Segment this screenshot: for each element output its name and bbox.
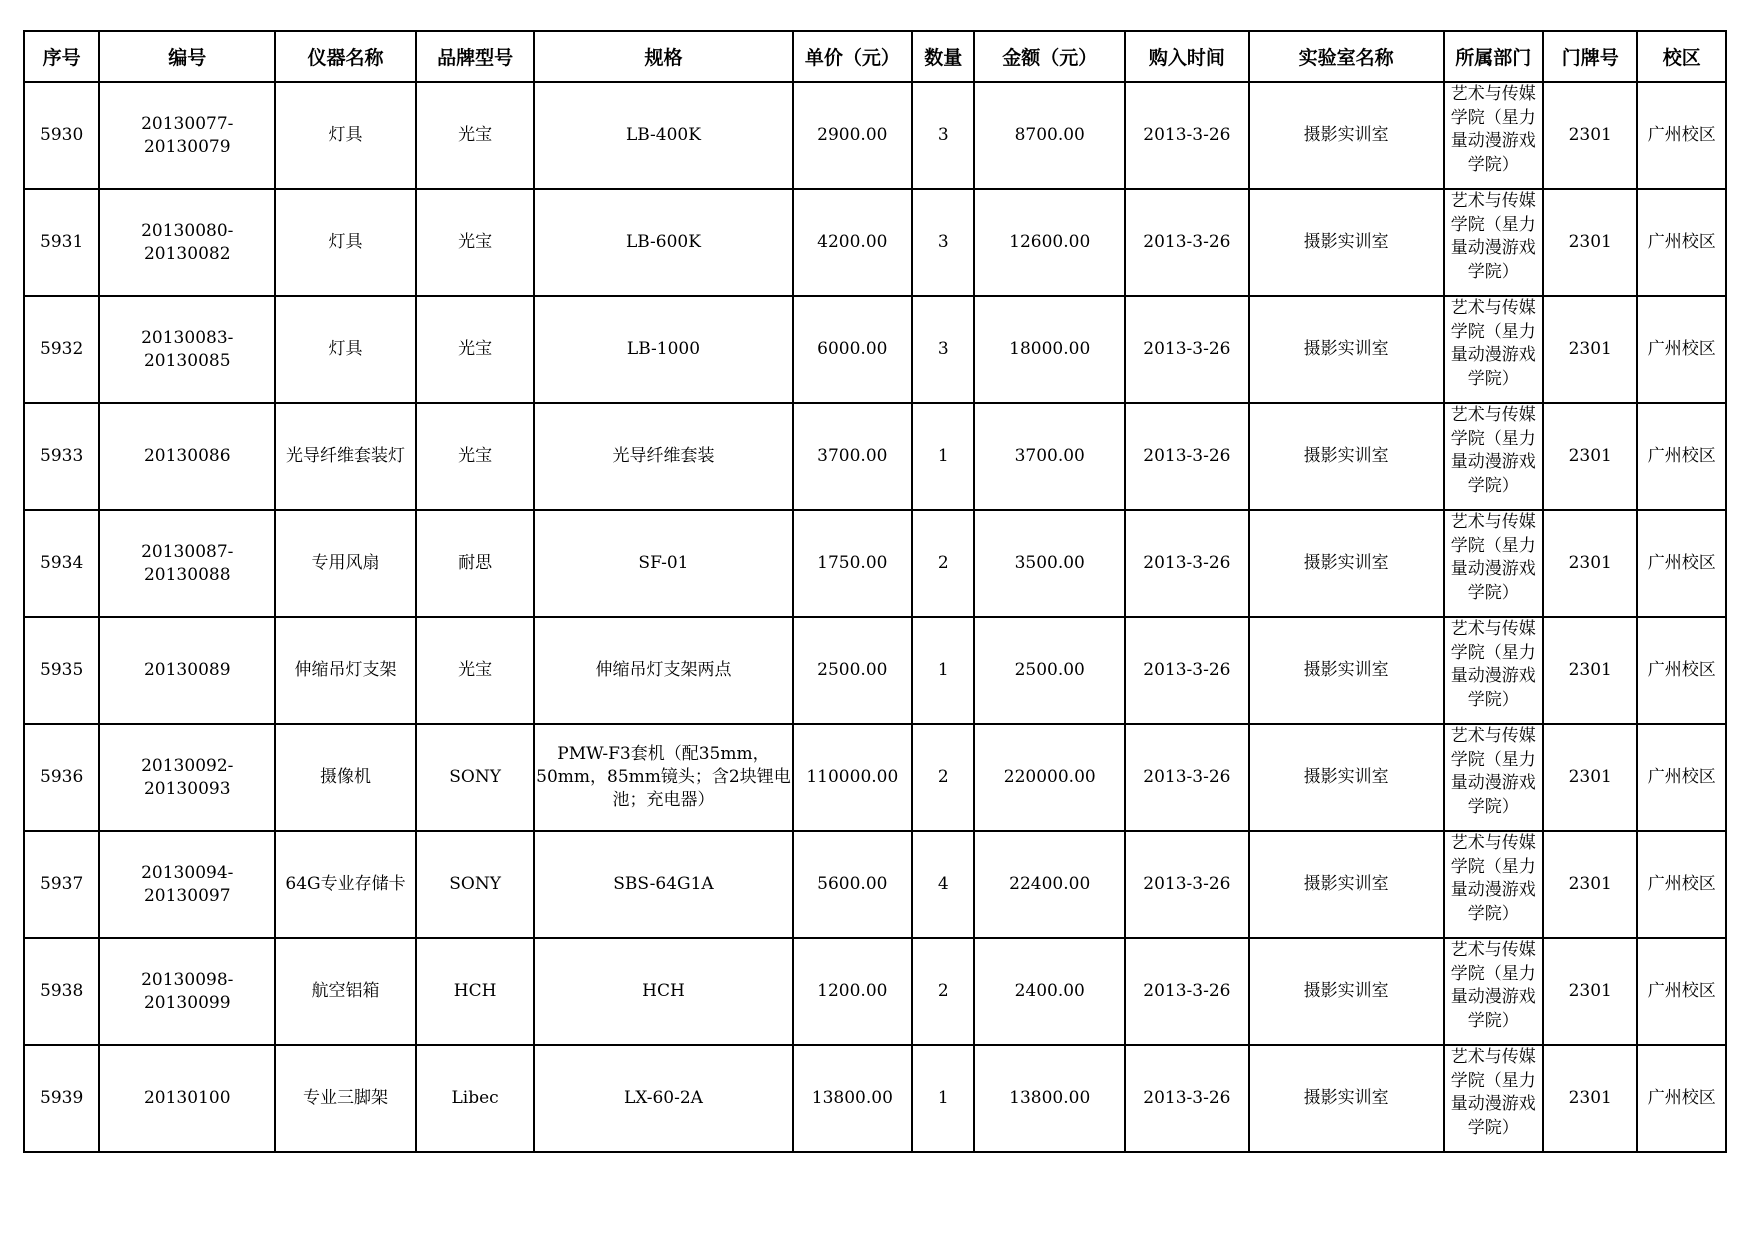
cell-brand-model: 光宝 bbox=[416, 189, 535, 296]
cell-lab-name: 摄影实训室 bbox=[1249, 938, 1444, 1045]
table-row bbox=[24, 724, 1726, 831]
cell-asset-number: 20130092-20130093 bbox=[99, 724, 275, 831]
department-text: 艺术与传媒学院（星力量动漫游戏学院） bbox=[1450, 833, 1536, 924]
cell-amount: 22400.00 bbox=[974, 831, 1125, 938]
cell-purchase-date: 2013-3-26 bbox=[1125, 189, 1249, 296]
department-text: 艺术与传媒学院（星力量动漫游戏学院） bbox=[1450, 1047, 1536, 1138]
cell-asset-number: 20130098-20130099 bbox=[99, 938, 275, 1045]
cell-serial: 5938 bbox=[24, 938, 99, 1045]
cell-unit-price: 6000.00 bbox=[793, 296, 913, 403]
col-header-lab-name: 实验室名称 bbox=[1249, 31, 1444, 82]
cell-campus: 广州校区 bbox=[1637, 1045, 1726, 1152]
cell-room-number: 2301 bbox=[1543, 1045, 1637, 1152]
cell-quantity: 4 bbox=[912, 831, 974, 938]
department-text: 艺术与传媒学院（星力量动漫游戏学院） bbox=[1450, 191, 1536, 282]
cell-specification: LB-1000 bbox=[534, 296, 792, 403]
cell-campus: 广州校区 bbox=[1637, 510, 1726, 617]
cell-purchase-date: 2013-3-26 bbox=[1125, 938, 1249, 1045]
cell-instrument-name: 摄像机 bbox=[275, 724, 416, 831]
cell-instrument-name: 64G专业存储卡 bbox=[275, 831, 416, 938]
cell-campus: 广州校区 bbox=[1637, 82, 1726, 189]
cell-amount: 13800.00 bbox=[974, 1045, 1125, 1152]
table-row bbox=[24, 82, 1726, 189]
cell-quantity: 2 bbox=[912, 724, 974, 831]
cell-brand-model: SONY bbox=[416, 831, 535, 938]
cell-purchase-date: 2013-3-26 bbox=[1125, 617, 1249, 724]
cell-instrument-name: 专用风扇 bbox=[275, 510, 416, 617]
cell-unit-price: 1200.00 bbox=[793, 938, 913, 1045]
cell-brand-model: SONY bbox=[416, 724, 535, 831]
table-body bbox=[24, 82, 1726, 1152]
cell-room-number: 2301 bbox=[1543, 724, 1637, 831]
cell-purchase-date: 2013-3-26 bbox=[1125, 831, 1249, 938]
cell-amount: 8700.00 bbox=[974, 82, 1125, 189]
cell-department bbox=[1444, 82, 1543, 189]
cell-specification: SF-01 bbox=[534, 510, 792, 617]
department-text: 艺术与传媒学院（星力量动漫游戏学院） bbox=[1450, 84, 1536, 175]
cell-asset-number: 20130083-20130085 bbox=[99, 296, 275, 403]
cell-purchase-date: 2013-3-26 bbox=[1125, 403, 1249, 510]
cell-brand-model: 光宝 bbox=[416, 403, 535, 510]
cell-room-number: 2301 bbox=[1543, 403, 1637, 510]
cell-specification: 伸缩吊灯支架两点 bbox=[534, 617, 792, 724]
cell-quantity: 1 bbox=[912, 403, 974, 510]
col-header-purchase-date: 购入时间 bbox=[1125, 31, 1249, 82]
cell-specification: 光导纤维套装 bbox=[534, 403, 792, 510]
cell-unit-price: 2900.00 bbox=[793, 82, 913, 189]
cell-specification: LB-400K bbox=[534, 82, 792, 189]
cell-unit-price: 13800.00 bbox=[793, 1045, 913, 1152]
cell-instrument-name: 光导纤维套装灯 bbox=[275, 403, 416, 510]
cell-department bbox=[1444, 831, 1543, 938]
cell-purchase-date: 2013-3-26 bbox=[1125, 1045, 1249, 1152]
table-row bbox=[24, 296, 1726, 403]
col-header-department: 所属部门 bbox=[1444, 31, 1543, 82]
cell-brand-model: 光宝 bbox=[416, 296, 535, 403]
table-header bbox=[24, 31, 1726, 82]
cell-asset-number: 20130089 bbox=[99, 617, 275, 724]
cell-department bbox=[1444, 617, 1543, 724]
cell-campus: 广州校区 bbox=[1637, 617, 1726, 724]
cell-serial: 5931 bbox=[24, 189, 99, 296]
cell-room-number: 2301 bbox=[1543, 617, 1637, 724]
cell-serial: 5935 bbox=[24, 617, 99, 724]
cell-asset-number: 20130087-20130088 bbox=[99, 510, 275, 617]
col-header-room-number: 门牌号 bbox=[1543, 31, 1637, 82]
cell-quantity: 1 bbox=[912, 1045, 974, 1152]
cell-serial: 5930 bbox=[24, 82, 99, 189]
cell-department bbox=[1444, 403, 1543, 510]
cell-amount: 3500.00 bbox=[974, 510, 1125, 617]
cell-department bbox=[1444, 296, 1543, 403]
cell-purchase-date: 2013-3-26 bbox=[1125, 510, 1249, 617]
table-row bbox=[24, 938, 1726, 1045]
department-text: 艺术与传媒学院（星力量动漫游戏学院） bbox=[1450, 405, 1536, 496]
equipment-table bbox=[23, 30, 1727, 1153]
cell-quantity: 1 bbox=[912, 617, 974, 724]
cell-unit-price: 3700.00 bbox=[793, 403, 913, 510]
cell-room-number: 2301 bbox=[1543, 189, 1637, 296]
cell-specification: HCH bbox=[534, 938, 792, 1045]
cell-purchase-date: 2013-3-26 bbox=[1125, 724, 1249, 831]
cell-quantity: 3 bbox=[912, 296, 974, 403]
col-header-brand-model: 品牌型号 bbox=[416, 31, 535, 82]
col-header-instrument-name: 仪器名称 bbox=[275, 31, 416, 82]
cell-instrument-name: 灯具 bbox=[275, 296, 416, 403]
col-header-serial: 序号 bbox=[24, 31, 99, 82]
table-row bbox=[24, 617, 1726, 724]
cell-asset-number: 20130086 bbox=[99, 403, 275, 510]
cell-campus: 广州校区 bbox=[1637, 296, 1726, 403]
table-row bbox=[24, 510, 1726, 617]
cell-specification: SBS-64G1A bbox=[534, 831, 792, 938]
cell-lab-name: 摄影实训室 bbox=[1249, 403, 1444, 510]
cell-serial: 5939 bbox=[24, 1045, 99, 1152]
table-row bbox=[24, 189, 1726, 296]
cell-amount: 18000.00 bbox=[974, 296, 1125, 403]
cell-lab-name: 摄影实训室 bbox=[1249, 617, 1444, 724]
inventory-sheet bbox=[23, 30, 1727, 1153]
cell-campus: 广州校区 bbox=[1637, 189, 1726, 296]
col-header-unit-price: 单价（元） bbox=[793, 31, 913, 82]
cell-serial: 5934 bbox=[24, 510, 99, 617]
cell-department bbox=[1444, 189, 1543, 296]
cell-amount: 2400.00 bbox=[974, 938, 1125, 1045]
cell-department bbox=[1444, 510, 1543, 617]
cell-serial: 5933 bbox=[24, 403, 99, 510]
cell-serial: 5936 bbox=[24, 724, 99, 831]
cell-unit-price: 2500.00 bbox=[793, 617, 913, 724]
table-row bbox=[24, 1045, 1726, 1152]
department-text: 艺术与传媒学院（星力量动漫游戏学院） bbox=[1450, 619, 1536, 710]
cell-purchase-date: 2013-3-26 bbox=[1125, 82, 1249, 189]
col-header-campus: 校区 bbox=[1637, 31, 1726, 82]
cell-lab-name: 摄影实训室 bbox=[1249, 510, 1444, 617]
cell-specification: LX-60-2A bbox=[534, 1045, 792, 1152]
cell-brand-model: HCH bbox=[416, 938, 535, 1045]
cell-asset-number: 20130080-20130082 bbox=[99, 189, 275, 296]
cell-brand-model: 耐思 bbox=[416, 510, 535, 617]
cell-instrument-name: 伸缩吊灯支架 bbox=[275, 617, 416, 724]
cell-specification: PMW-F3套机（配35mm，50mm，85mm镜头；含2块锂电池；充电器） bbox=[534, 724, 792, 831]
cell-unit-price: 110000.00 bbox=[793, 724, 913, 831]
table-row bbox=[24, 831, 1726, 938]
cell-amount: 2500.00 bbox=[974, 617, 1125, 724]
cell-campus: 广州校区 bbox=[1637, 938, 1726, 1045]
cell-unit-price: 4200.00 bbox=[793, 189, 913, 296]
cell-room-number: 2301 bbox=[1543, 296, 1637, 403]
cell-lab-name: 摄影实训室 bbox=[1249, 82, 1444, 189]
col-header-amount: 金额（元） bbox=[974, 31, 1125, 82]
department-text: 艺术与传媒学院（星力量动漫游戏学院） bbox=[1450, 940, 1536, 1031]
cell-campus: 广州校区 bbox=[1637, 403, 1726, 510]
cell-lab-name: 摄影实训室 bbox=[1249, 189, 1444, 296]
cell-campus: 广州校区 bbox=[1637, 831, 1726, 938]
cell-room-number: 2301 bbox=[1543, 831, 1637, 938]
cell-brand-model: 光宝 bbox=[416, 617, 535, 724]
cell-amount: 220000.00 bbox=[974, 724, 1125, 831]
cell-room-number: 2301 bbox=[1543, 938, 1637, 1045]
col-header-asset-number: 编号 bbox=[99, 31, 275, 82]
cell-instrument-name: 灯具 bbox=[275, 82, 416, 189]
cell-quantity: 3 bbox=[912, 189, 974, 296]
cell-department bbox=[1444, 938, 1543, 1045]
cell-asset-number: 20130094-20130097 bbox=[99, 831, 275, 938]
cell-serial: 5937 bbox=[24, 831, 99, 938]
cell-unit-price: 5600.00 bbox=[793, 831, 913, 938]
cell-specification: LB-600K bbox=[534, 189, 792, 296]
cell-quantity: 3 bbox=[912, 82, 974, 189]
cell-instrument-name: 航空铝箱 bbox=[275, 938, 416, 1045]
table-row bbox=[24, 403, 1726, 510]
cell-lab-name: 摄影实训室 bbox=[1249, 831, 1444, 938]
cell-purchase-date: 2013-3-26 bbox=[1125, 296, 1249, 403]
cell-quantity: 2 bbox=[912, 510, 974, 617]
department-text: 艺术与传媒学院（星力量动漫游戏学院） bbox=[1450, 726, 1536, 817]
cell-lab-name: 摄影实训室 bbox=[1249, 296, 1444, 403]
cell-lab-name: 摄影实训室 bbox=[1249, 1045, 1444, 1152]
cell-campus: 广州校区 bbox=[1637, 724, 1726, 831]
cell-unit-price: 1750.00 bbox=[793, 510, 913, 617]
department-text: 艺术与传媒学院（星力量动漫游戏学院） bbox=[1450, 298, 1536, 389]
cell-lab-name: 摄影实训室 bbox=[1249, 724, 1444, 831]
cell-amount: 3700.00 bbox=[974, 403, 1125, 510]
department-text: 艺术与传媒学院（星力量动漫游戏学院） bbox=[1450, 512, 1536, 603]
col-header-quantity: 数量 bbox=[912, 31, 974, 82]
header-row bbox=[24, 31, 1726, 82]
cell-department bbox=[1444, 1045, 1543, 1152]
cell-room-number: 2301 bbox=[1543, 510, 1637, 617]
cell-instrument-name: 灯具 bbox=[275, 189, 416, 296]
cell-asset-number: 20130077-20130079 bbox=[99, 82, 275, 189]
cell-serial: 5932 bbox=[24, 296, 99, 403]
cell-department bbox=[1444, 724, 1543, 831]
cell-brand-model: 光宝 bbox=[416, 82, 535, 189]
cell-instrument-name: 专业三脚架 bbox=[275, 1045, 416, 1152]
cell-asset-number: 20130100 bbox=[99, 1045, 275, 1152]
cell-room-number: 2301 bbox=[1543, 82, 1637, 189]
cell-amount: 12600.00 bbox=[974, 189, 1125, 296]
cell-brand-model: Libec bbox=[416, 1045, 535, 1152]
col-header-specification: 规格 bbox=[534, 31, 792, 82]
cell-quantity: 2 bbox=[912, 938, 974, 1045]
